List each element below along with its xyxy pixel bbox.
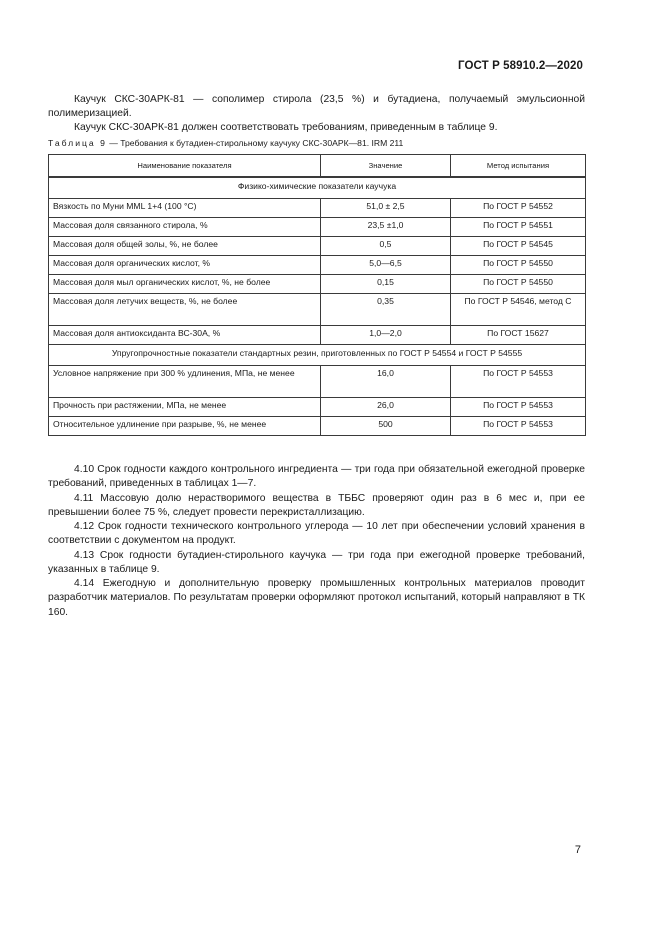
intro-paragraph-1: Каучук СКС-30АРК-81 — сополимер стирола (23,5 %) и бутадиена, получаемый эмульсионной полимеризацией.: [48, 94, 585, 120]
paragraph-4-13: 4.13 Срок годности бутадиен-стирольного каучука — три года при ежегодной проверке требований, указанных в таблице 9.: [48, 550, 585, 576]
cell-value: 5,0—6,5: [321, 256, 451, 275]
cell-value: 16,0: [321, 366, 451, 398]
cell-test-method: По ГОСТ 15627: [451, 326, 586, 345]
paragraph-4-12: 4.12 Срок годности технического контрольного углерода — 10 лет при обеспечении условий хранения в соответствии с документом на продукт.: [48, 521, 585, 547]
table-row: [49, 275, 586, 294]
cell-value: 1,0—2,0: [321, 326, 451, 345]
page-number: 7: [574, 844, 581, 856]
cell-indicator-name: Прочность при растяжении, МПа, не менее: [49, 398, 321, 417]
table-section-title: Упругопрочностные показатели стандартных резин, приготовленных по ГОСТ Р 54554 и ГОСТ Р 54555: [49, 345, 586, 366]
cell-test-method: По ГОСТ Р 54552: [451, 199, 586, 218]
table-row: [49, 417, 586, 436]
intro-paragraph-2: Каучук СКС-30АРК-81 должен соответствовать требованиям, приведенным в таблице 9.: [74, 122, 498, 133]
cell-indicator-name: Массовая доля мыл органических кислот, %, не более: [49, 275, 321, 294]
table-section-row: [49, 345, 586, 366]
cell-value: 0,15: [321, 275, 451, 294]
cell-value: 51,0 ± 2,5: [321, 199, 451, 218]
paragraph-4-11: 4.11 Массовую долю нерастворимого вещества в ТББС проверяют один раз в 6 мес и, при ее превышении более 75 %, следует провести перекристаллизацию.: [48, 493, 585, 519]
cell-test-method: По ГОСТ Р 54550: [451, 256, 586, 275]
cell-value: 0,35: [321, 294, 451, 326]
column-header-value: Значение: [321, 155, 451, 178]
requirements-table: [48, 154, 586, 436]
cell-indicator-name: Условное напряжение при 300 % удлинения, МПа, не менее: [49, 366, 321, 398]
table-row: [49, 199, 586, 218]
cell-value: 0,5: [321, 237, 451, 256]
cell-test-method: По ГОСТ Р 54553: [451, 417, 586, 436]
table-section-title: Физико-химические показатели каучука: [49, 177, 586, 199]
table-row: [49, 326, 586, 345]
table-header-row: [49, 155, 586, 178]
cell-indicator-name: Массовая доля антиоксиданта ВС-30А, %: [49, 326, 321, 345]
cell-test-method: По ГОСТ Р 54546, метод С: [451, 294, 586, 326]
cell-test-method: По ГОСТ Р 54550: [451, 275, 586, 294]
table-row: [49, 237, 586, 256]
cell-indicator-name: Вязкость по Муни MML 1+4 (100 °С): [49, 199, 321, 218]
table-row: [49, 398, 586, 417]
table-row: [49, 366, 586, 398]
table-row: [49, 256, 586, 275]
table-row: [49, 294, 586, 326]
document-header-id: ГОСТ Р 58910.2—2020: [458, 60, 583, 72]
cell-indicator-name: Относительное удлинение при разрыве, %, не менее: [49, 417, 321, 436]
table-caption: [48, 138, 403, 148]
cell-test-method: По ГОСТ Р 54545: [451, 237, 586, 256]
table-caption-label: Таблица 9: [48, 138, 107, 148]
cell-indicator-name: Массовая доля органических кислот, %: [49, 256, 321, 275]
cell-value: 26,0: [321, 398, 451, 417]
column-header-method: Метод испытания: [451, 155, 586, 178]
cell-test-method: По ГОСТ Р 54553: [451, 366, 586, 398]
cell-value: 500: [321, 417, 451, 436]
cell-indicator-name: Массовая доля связанного стирола, %: [49, 218, 321, 237]
cell-test-method: По ГОСТ Р 54553: [451, 398, 586, 417]
paragraph-4-14: 4.14 Ежегодную и дополнительную проверку промышленных контрольных материалов проводит разработчик материалов. По результатам проверки оформляют протокол испытаний, который направляют в ТК 160.: [48, 578, 585, 618]
cell-indicator-name: Массовая доля летучих веществ, %, не более: [49, 294, 321, 326]
column-header-name: Наименование показателя: [49, 155, 321, 178]
table-section-row: [49, 177, 586, 199]
table-row: [49, 218, 586, 237]
paragraph-4-10: 4.10 Срок годности каждого контрольного ингредиента — три года при обязательной ежегодной проверке требований, приведенных в таблицах 1—7.: [48, 464, 585, 490]
table-caption-title: — Требования к бутадиен-стирольному каучуку СКС-30АРК—81. IRM 211: [106, 138, 404, 148]
cell-indicator-name: Массовая доля общей золы, %, не более: [49, 237, 321, 256]
cell-test-method: По ГОСТ Р 54551: [451, 218, 586, 237]
cell-value: 23,5 ±1,0: [321, 218, 451, 237]
